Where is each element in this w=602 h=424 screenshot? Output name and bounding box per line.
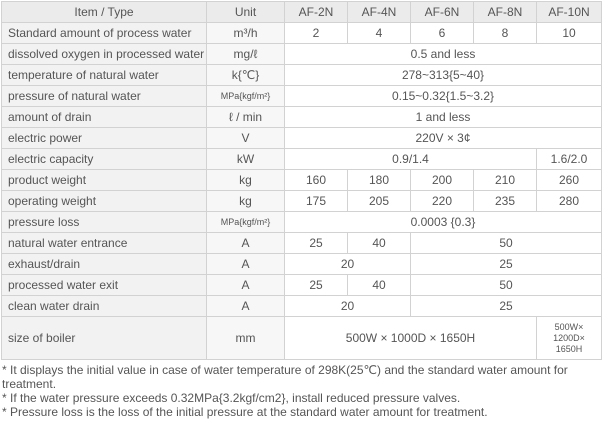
row-exhaust-drain xyxy=(2,254,602,275)
value-cell: 25 xyxy=(411,254,602,275)
value-cell: 180 xyxy=(348,170,411,191)
value-cell: 6 xyxy=(411,23,474,44)
unit-cell: kW xyxy=(207,149,285,170)
unit-cell: V xyxy=(207,128,285,149)
value-cell: 4 xyxy=(348,23,411,44)
footnote-marker: * xyxy=(2,405,7,419)
item-label: electric capacity xyxy=(2,149,207,170)
value-cell: 50 xyxy=(411,275,602,296)
value-cell: 278~313{5~40} xyxy=(285,65,602,86)
footnotes xyxy=(2,363,600,419)
boiler-height: 1650H xyxy=(555,343,583,354)
row-temperature xyxy=(2,65,602,86)
unit-cell: MPa{kgf/m²} xyxy=(207,86,285,107)
value-cell: 10 xyxy=(537,23,602,44)
value-cell: 0.15~0.32{1.5~3.2} xyxy=(285,86,602,107)
row-capacity xyxy=(2,149,602,170)
item-label: product weight xyxy=(2,170,207,191)
unit-cell: A xyxy=(207,254,285,275)
value-cell: 280 xyxy=(537,191,602,212)
model-header-af-6n: AF-6N xyxy=(411,2,474,23)
item-label: pressure loss xyxy=(2,212,207,233)
footnote-1 xyxy=(2,363,600,377)
row-operating-weight xyxy=(2,191,602,212)
value-cell: 0.0003 {0.3} xyxy=(285,212,602,233)
unit-cell: m³/h xyxy=(207,23,285,44)
row-clean-drain xyxy=(2,296,602,317)
unit-cell: MPa{kgf/m²} xyxy=(207,212,285,233)
unit-cell: kg xyxy=(207,170,285,191)
row-drain xyxy=(2,107,602,128)
value-cell: 175 xyxy=(285,191,348,212)
unit-cell: A xyxy=(207,233,285,254)
model-header-af-2n: AF-2N xyxy=(285,2,348,23)
item-label: size of boiler xyxy=(2,317,207,360)
unit-cell: kg xyxy=(207,191,285,212)
value-cell: 25 xyxy=(285,233,348,254)
value-cell: 260 xyxy=(537,170,602,191)
value-cell: 200 xyxy=(411,170,474,191)
value-cell: 20 xyxy=(285,254,411,275)
item-label: pressure of natural water xyxy=(2,86,207,107)
footnote-text: Pressure loss is the loss of the initial pressure at the standard water amount for treatment. xyxy=(10,405,488,419)
row-pressure xyxy=(2,86,602,107)
item-label: natural water entrance xyxy=(2,233,207,254)
item-type-header: Item / Type xyxy=(2,2,207,23)
value-cell: 0.9/1.4 xyxy=(285,149,537,170)
row-power xyxy=(2,128,602,149)
spec-table xyxy=(1,1,602,360)
item-label: clean water drain xyxy=(2,296,207,317)
model-header-af-8n: AF-8N xyxy=(474,2,537,23)
value-cell: 235 xyxy=(474,191,537,212)
footnote-3 xyxy=(2,405,600,419)
value-cell: 40 xyxy=(348,275,411,296)
item-label: dissolved oxygen in processed water xyxy=(2,44,207,65)
value-cell-boiler-af-10n xyxy=(537,317,602,360)
value-cell: 205 xyxy=(348,191,411,212)
model-header-af-4n: AF-4N xyxy=(348,2,411,23)
footnote-marker: * xyxy=(2,363,7,377)
value-cell: 160 xyxy=(285,170,348,191)
value-cell: 1 and less xyxy=(285,107,602,128)
item-label: operating weight xyxy=(2,191,207,212)
item-label: temperature of natural water xyxy=(2,65,207,86)
model-header-af-10n: AF-10N xyxy=(537,2,602,23)
item-label: processed water exit xyxy=(2,275,207,296)
footnote-marker: * xyxy=(2,391,7,405)
item-label: amount of drain xyxy=(2,107,207,128)
row-standard-amount xyxy=(2,23,602,44)
row-boiler-size xyxy=(2,317,602,360)
row-pressure-loss xyxy=(2,212,602,233)
table-header-row xyxy=(2,2,602,23)
unit-header: Unit xyxy=(207,2,285,23)
boiler-depth: 1200D× xyxy=(553,332,585,343)
footnote-text: If the water pressure exceeds 0.32MPa{3.2kgf/cm2}, install reduced pressure valves. xyxy=(10,391,461,405)
value-cell: 20 xyxy=(285,296,411,317)
value-cell: 25 xyxy=(285,275,348,296)
item-label: Standard amount of process water xyxy=(2,23,207,44)
value-cell: 220V × 3¢ xyxy=(285,128,602,149)
row-dissolved-oxygen xyxy=(2,44,602,65)
row-water-exit xyxy=(2,275,602,296)
item-label: exhaust/drain xyxy=(2,254,207,275)
unit-cell: A xyxy=(207,275,285,296)
value-cell: 210 xyxy=(474,170,537,191)
unit-cell: k{℃} xyxy=(207,65,285,86)
value-cell: 220 xyxy=(411,191,474,212)
value-cell: 500W × 1000D × 1650H xyxy=(285,317,537,360)
value-cell: 0.5 and less xyxy=(285,44,602,65)
footnote-1-continued: treatment. xyxy=(2,377,57,391)
value-cell: 40 xyxy=(348,233,411,254)
value-cell: 50 xyxy=(411,233,602,254)
value-cell: 25 xyxy=(411,296,602,317)
value-cell: 2 xyxy=(285,23,348,44)
value-cell: 1.6/2.0 xyxy=(537,149,602,170)
footnote-2 xyxy=(2,391,600,405)
item-label: electric power xyxy=(2,128,207,149)
row-product-weight xyxy=(2,170,602,191)
row-water-entrance xyxy=(2,233,602,254)
value-cell: 8 xyxy=(474,23,537,44)
unit-cell: mg/ℓ xyxy=(207,44,285,65)
unit-cell: mm xyxy=(207,317,285,360)
unit-cell: A xyxy=(207,296,285,317)
unit-cell: ℓ / min xyxy=(207,107,285,128)
boiler-width: 500W× xyxy=(554,321,584,332)
footnote-text: It displays the initial value in case of water temperature of 298K(25℃) and the standard water amount for xyxy=(10,363,568,377)
